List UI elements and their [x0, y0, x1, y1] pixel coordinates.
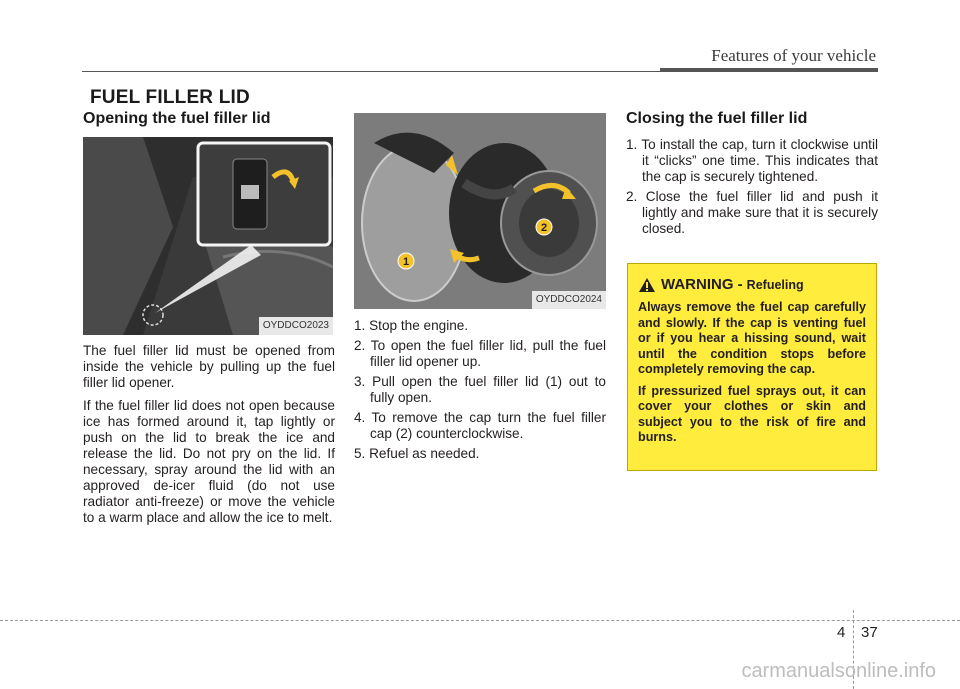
- header-rule: [82, 71, 660, 72]
- image-code: OYDDCO2023: [259, 317, 333, 335]
- warning-icon: [638, 277, 656, 293]
- paragraph: The fuel filler lid must be opened from inside the vehicle by pulling up the fuel filler lid opener.: [83, 343, 335, 390]
- warning-box: [627, 263, 877, 471]
- subheading-closing: Closing the fuel filler lid: [626, 110, 808, 127]
- column-closing: [626, 111, 878, 241]
- closing-steps: [626, 137, 878, 237]
- column-steps: [354, 113, 606, 466]
- header-rule-accent: [660, 68, 878, 72]
- step-item: 2. To open the fuel filler lid, pull the fuel filler lid opener up.: [354, 338, 606, 369]
- fuel-lid-illustration: [354, 113, 606, 309]
- step-item: 3. Pull open the fuel filler lid (1) out to fully open.: [354, 374, 606, 405]
- image-code: OYDDCO2024: [532, 291, 606, 309]
- running-header: Features of your vehicle: [711, 46, 876, 65]
- step-item: 1. To install the cap, turn it clockwise until it “clicks” one time. This indicates that the cap is securely tightened.: [626, 137, 878, 184]
- page-number: 37: [861, 624, 878, 641]
- callout-2: 2: [540, 222, 548, 234]
- step-item: 2. Close the fuel filler lid and push it lightly and make sure that it is securely closed.: [626, 189, 878, 236]
- warning-label: WARNING -: [661, 276, 743, 293]
- opener-photo: [83, 137, 333, 335]
- step-item: 5. Refuel as needed.: [354, 446, 480, 461]
- footer-rule: [0, 620, 960, 621]
- warning-text: Always remove the fuel cap carefully and slowly. If the cap is venting fuel or if you hear a hissing sound, wait until the condition stops before completely removing the cap.: [638, 300, 866, 376]
- callout-1: 1: [402, 256, 410, 268]
- section-title: FUEL FILLER LID: [90, 87, 250, 108]
- warning-topic: Refueling: [746, 277, 804, 292]
- chapter-number: 4: [837, 624, 846, 641]
- fuel-lid-photo: [354, 113, 606, 309]
- opener-illustration: [83, 137, 333, 335]
- warning-heading: [638, 276, 866, 293]
- paragraph: If the fuel filler lid does not open because ice has formed around it, tap lightly or push on the lid to break the ice and release the lid. Do not pry on the lid. If necessary, spray around the lid with an approved de-icer fluid (do not use radiator anti-freeze) or move the vehicle to a warm place and allow the ice to melt.: [83, 398, 335, 525]
- step-item: 1. Stop the engine.: [354, 318, 469, 333]
- watermark: carmanualsonline.info: [741, 660, 936, 682]
- warning-text: If pressurized fuel sprays out, it can cover your clothes or skin and subject you to the risk of fire and burns.: [638, 383, 866, 444]
- opening-steps: [354, 318, 606, 462]
- column-opening: [83, 111, 335, 533]
- step-item: 4. To remove the cap turn the fuel filler cap (2) counterclockwise.: [354, 410, 606, 441]
- subheading-opening: Opening the fuel filler lid: [83, 110, 271, 127]
